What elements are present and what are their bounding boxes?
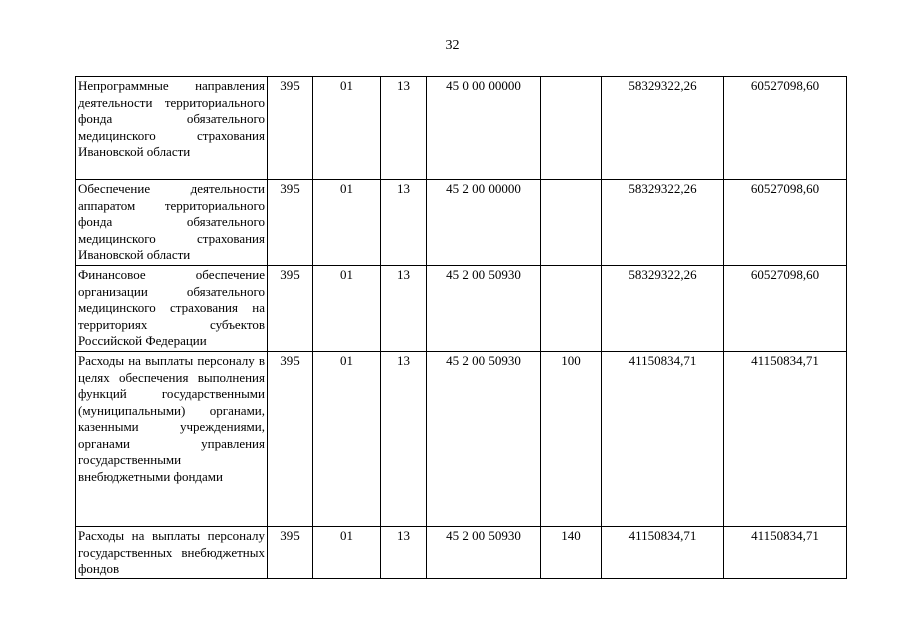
amount-year-2-cell: 60527098,60 [724, 266, 847, 352]
amount-year-2-cell: 60527098,60 [724, 77, 847, 180]
page-number: 32 [445, 38, 460, 53]
amount-year-2-cell: 41150834,71 [724, 527, 847, 579]
amount-year-1-cell: 41150834,71 [602, 352, 724, 527]
target-article-cell: 45 0 00 00000 [427, 77, 541, 180]
expense-type-cell [541, 180, 602, 266]
admin-code-cell: 395 [268, 527, 313, 579]
expense-name-cell: Расходы на выплаты персоналу государственных внебюджетных фондов [76, 527, 268, 579]
admin-code-cell: 395 [268, 352, 313, 527]
section-code-cell: 01 [313, 527, 381, 579]
table-row [76, 77, 847, 180]
expense-type-cell: 100 [541, 352, 602, 527]
subsection-code-cell: 13 [381, 77, 427, 180]
admin-code-cell: 395 [268, 180, 313, 266]
expense-type-cell [541, 266, 602, 352]
expense-name-cell: Финансовое обеспечение организации обязательного медицинского страхования на территориях субъектов Российской Федерации [76, 266, 268, 352]
subsection-code-cell: 13 [381, 180, 427, 266]
section-code-cell: 01 [313, 266, 381, 352]
subsection-code-cell: 13 [381, 352, 427, 527]
subsection-code-cell: 13 [381, 266, 427, 352]
target-article-cell: 45 2 00 50930 [427, 266, 541, 352]
expense-name-cell: Непрограммные направления деятельности территориального фонда обязательного медицинского страхования Ивановской области [76, 77, 268, 180]
target-article-cell: 45 2 00 00000 [427, 180, 541, 266]
amount-year-2-cell: 41150834,71 [724, 352, 847, 527]
section-code-cell: 01 [313, 180, 381, 266]
target-article-cell: 45 2 00 50930 [427, 352, 541, 527]
amount-year-2-cell: 60527098,60 [724, 180, 847, 266]
amount-year-1-cell: 58329322,26 [602, 266, 724, 352]
table-row [76, 180, 847, 266]
amount-year-1-cell: 41150834,71 [602, 527, 724, 579]
amount-year-1-cell: 58329322,26 [602, 180, 724, 266]
expense-type-cell: 140 [541, 527, 602, 579]
expense-name-cell: Обеспечение деятельности аппаратом территориального фонда обязательного медицинского страхования Ивановской области [76, 180, 268, 266]
subsection-code-cell: 13 [381, 527, 427, 579]
target-article-cell: 45 2 00 50930 [427, 527, 541, 579]
section-code-cell: 01 [313, 352, 381, 527]
admin-code-cell: 395 [268, 266, 313, 352]
expense-type-cell [541, 77, 602, 180]
section-code-cell: 01 [313, 77, 381, 180]
table-row [76, 527, 847, 579]
amount-year-1-cell: 58329322,26 [602, 77, 724, 180]
table-row [76, 352, 847, 527]
admin-code-cell: 395 [268, 77, 313, 180]
budget-table [75, 76, 847, 579]
table-row [76, 266, 847, 352]
expense-name-cell: Расходы на выплаты персоналу в целях обеспечения выполнения функций государственными (муниципальными) органами, казенными учреждениями, органами управления государственными внебюджетными фондами [76, 352, 268, 527]
